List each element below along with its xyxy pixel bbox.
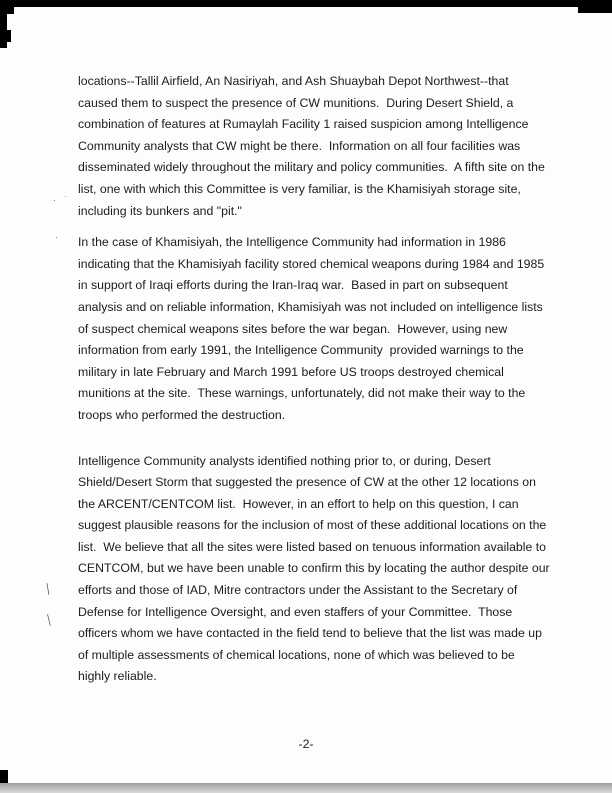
scan-artifact-left-edge-strip	[0, 8, 7, 48]
scan-artifact-top-right-blob	[578, 0, 612, 13]
margin-mark: ╲	[43, 583, 52, 595]
document-body	[78, 71, 554, 698]
page-number: -2-	[298, 737, 314, 751]
paragraph: In the case of Khamisiyah, the Intelligence Community had information in 1986 indicating that the Khamisiyah facility stored chemical weapons during 1984 and 1985 in support of Iraqi efforts during the Iran-Iraq war. Based in part on subsequent analysis and on reliable information, Khamisiyah was not included on intelligence lists of suspect chemical weapons sites before the war began. However, using new information from early 1991, the Intelligence Community provided warnings to the military in late February and March 1991 before US troops destroyed chemical munitions at the site. These warnings, unfortunately, did not make their way to the troops who performed the destruction.	[78, 235, 548, 422]
scan-artifact-top-bar	[0, 0, 612, 7]
scan-artifact-bottom-gray-bar	[0, 783, 612, 793]
margin-mark: · ˙	[53, 195, 71, 205]
margin-mark: ·	[55, 232, 58, 242]
scan-artifact-left-edge-nub	[0, 30, 11, 42]
paragraph: locations--Tallil Airfield, An Nasiriyah, and Ash Shuaybah Depot Northwest--that caused them to suspect the presence of CW munitions. During Desert Shield, a combination of features at Rumaylah Facility 1 raised suspicion among Intelligence Community analysts that CW might be there. Information on all four facilities was disseminated widely throughout the military and policy communities. A fifth site on the list, one with which this Committee is very familiar, is the Khamisiyah storage site, including its bunkers and "pit."	[78, 74, 549, 218]
paragraph: Intelligence Community analysts identified nothing prior to, or during, Desert Shield/Desert Storm that suggested the presence of CW at the other 12 locations on the ARCENT/CENTCOM list. However, in an effort to help on this question, I can suggest plausible reasons for the inclusion of most of these additional locations on the list. We believe that all the sites were listed based on tenuous information available to CENTCOM, but we have been unable to confirm this by locating the author despite our efforts and those of IAD, Mitre contractors under the Assistant to the Secretary of Defense for Intelligence Oversight, and even staffers of your Committee. Those officers whom we have contacted in the field tend to believe that the list was made up of multiple assessments of chemical locations, none of which was believed to be highly reliable.	[78, 453, 554, 684]
scan-artifact-bottom-left-mark	[0, 770, 8, 783]
margin-mark: ╲	[44, 614, 53, 626]
